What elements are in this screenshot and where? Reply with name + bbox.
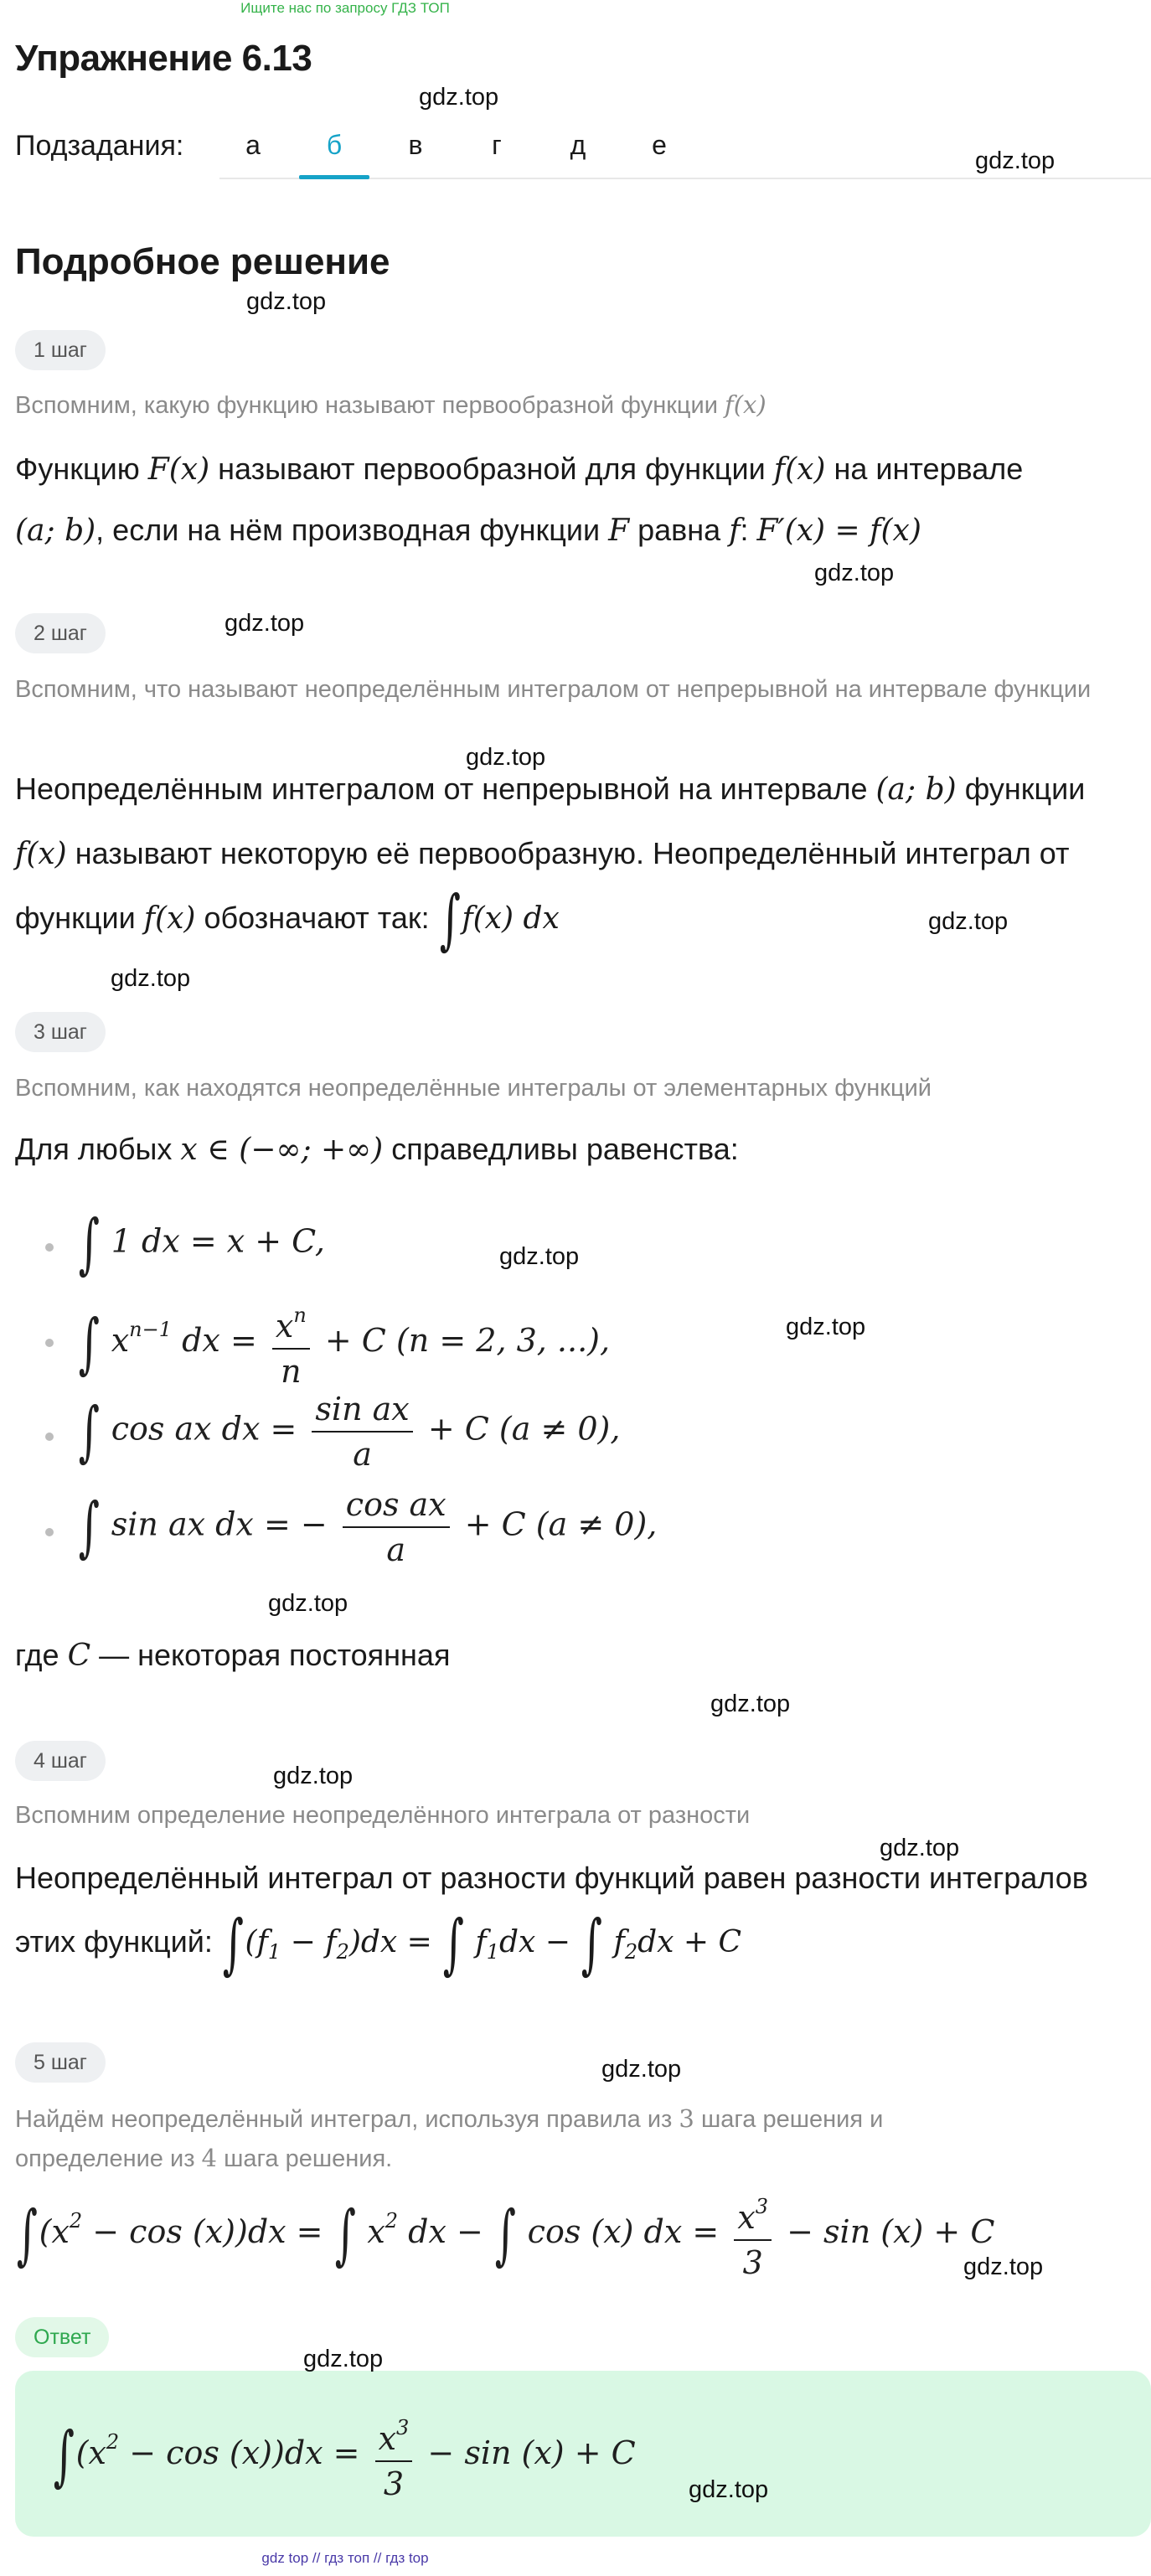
top-ad-link[interactable]: Ищите нас по запросу ГДЗ ТОП bbox=[240, 0, 450, 16]
formula-1: ∫ 1 dx = x + C, bbox=[78, 1206, 325, 1282]
solution-heading: Подробное решение bbox=[15, 241, 390, 282]
tab-g[interactable]: г bbox=[492, 130, 502, 160]
list-bullet bbox=[45, 1433, 54, 1441]
step-4-badge: 4 шаг bbox=[15, 1741, 106, 1781]
watermark: gdz.top bbox=[273, 1763, 354, 1789]
tab-e[interactable]: е bbox=[652, 130, 667, 160]
tab-d[interactable]: д bbox=[570, 130, 586, 160]
watermark: gdz.top bbox=[689, 2476, 769, 2503]
step-5-equation: $\int(x^2 - \cos (x))dx$ = ∫ $x^2$ dx − ∫ cos (x) dx = $\frac{x^3}{3}$ − sin (x) + C bbox=[15, 2185, 994, 2284]
list-bullet bbox=[45, 1339, 54, 1347]
formula-2: ∫ $x^{n-1}$ dx = $\frac{x^n}{n}$ + C (n = 2, 3, ...), bbox=[77, 1293, 610, 1393]
active-tab-indicator bbox=[299, 175, 369, 179]
subtasks-label: Подзадания: bbox=[15, 130, 184, 162]
watermark: gdz.top bbox=[880, 1835, 960, 1861]
step-4-body: Неопределённый интеграл от разности функций равен разности интегралов этих функций: $\int(f_1 - f_2)dx$ = ∫ $f_1dx$ − ∫ $f_2dx + C$ bbox=[15, 1861, 1088, 1982]
step-2-hint: Вспомним, что называют неопределённым интегралом от непрерывной на интервале функции bbox=[15, 676, 1092, 703]
watermark: gdz.top bbox=[975, 147, 1056, 174]
step-5-hint: Найдём неопределённый интеграл, используя правила из 3 шага решения и определение из 4 шага решения. bbox=[15, 2104, 884, 2172]
step-1-body: Функцию F(x) называют первообразной для функции f(x) на интервале (a; b), если на нём производная функции F равна f: F′(x) = f(x) bbox=[15, 452, 1024, 548]
answer-equation: $\int(x^2 - \cos (x))dx$ = $\frac{x^3}{3}$ − sin (x) + C bbox=[52, 2406, 636, 2506]
watermark: gdz.top bbox=[601, 2056, 682, 2083]
watermark: gdz.top bbox=[786, 1314, 866, 1340]
list-bullet bbox=[45, 1243, 54, 1252]
formula-3: ∫ cos ax dx = $\frac{\text{sin ax}}{a}$ + C (a ≠ 0), bbox=[77, 1387, 620, 1476]
step-1-badge: 1 шаг bbox=[15, 330, 106, 370]
tab-b-active[interactable]: б bbox=[326, 130, 343, 160]
watermark: gdz.top bbox=[928, 908, 1009, 935]
step-2-badge: 2 шаг bbox=[15, 613, 106, 653]
watermark: gdz.top bbox=[466, 744, 546, 771]
watermark: gdz.top bbox=[268, 1590, 348, 1617]
step-3-badge: 3 шаг bbox=[15, 1012, 106, 1052]
step-3-hint: Вспомним, как находятся неопределённые интегралы от элементарных функций bbox=[15, 1075, 932, 1102]
step-2-body: Неопределённым интегралом от непрерывной на интервале (a; b) функции f(x) называют некоторую её первообразную. Неопределённый интеграл от функции f(x) обозначают так: ∫f(x) dx bbox=[15, 772, 1086, 958]
watermark: gdz.top bbox=[963, 2253, 1044, 2280]
watermark: gdz.top bbox=[710, 1691, 791, 1717]
watermark: gdz.top bbox=[111, 965, 191, 992]
watermark: gdz.top bbox=[814, 560, 895, 586]
tab-v[interactable]: в bbox=[408, 130, 423, 160]
watermark: gdz.top bbox=[419, 84, 499, 111]
watermark: gdz.top bbox=[225, 610, 305, 637]
step-5-badge: 5 шаг bbox=[15, 2042, 106, 2083]
page-title: Упражнение 6.13 bbox=[15, 38, 312, 79]
watermark: gdz.top bbox=[303, 2346, 384, 2372]
tab-a[interactable]: а bbox=[245, 130, 261, 160]
step-3-outro: где C — некоторая постоянная bbox=[15, 1638, 451, 1673]
step-3-intro: Для любых x ∈ (−∞; +∞) справедливы равенства: bbox=[15, 1132, 739, 1167]
step-4-hint: Вспомним определение неопределённого интеграла от разности bbox=[15, 1802, 751, 1829]
step-1-hint: Вспомним, какую функцию называют первообразной функции f(x) bbox=[15, 390, 766, 419]
answer-badge: Ответ bbox=[15, 2317, 109, 2357]
list-bullet bbox=[45, 1528, 54, 1536]
watermark: gdz.top bbox=[499, 1243, 580, 1270]
watermark: gdz.top bbox=[246, 288, 327, 315]
formula-4: ∫ sin ax dx = − $\frac{\text{cos ax}}{a}$ + C (a ≠ 0), bbox=[77, 1483, 657, 1572]
footer-links[interactable]: gdz top // гдз топ // гдз top bbox=[261, 2550, 429, 2566]
